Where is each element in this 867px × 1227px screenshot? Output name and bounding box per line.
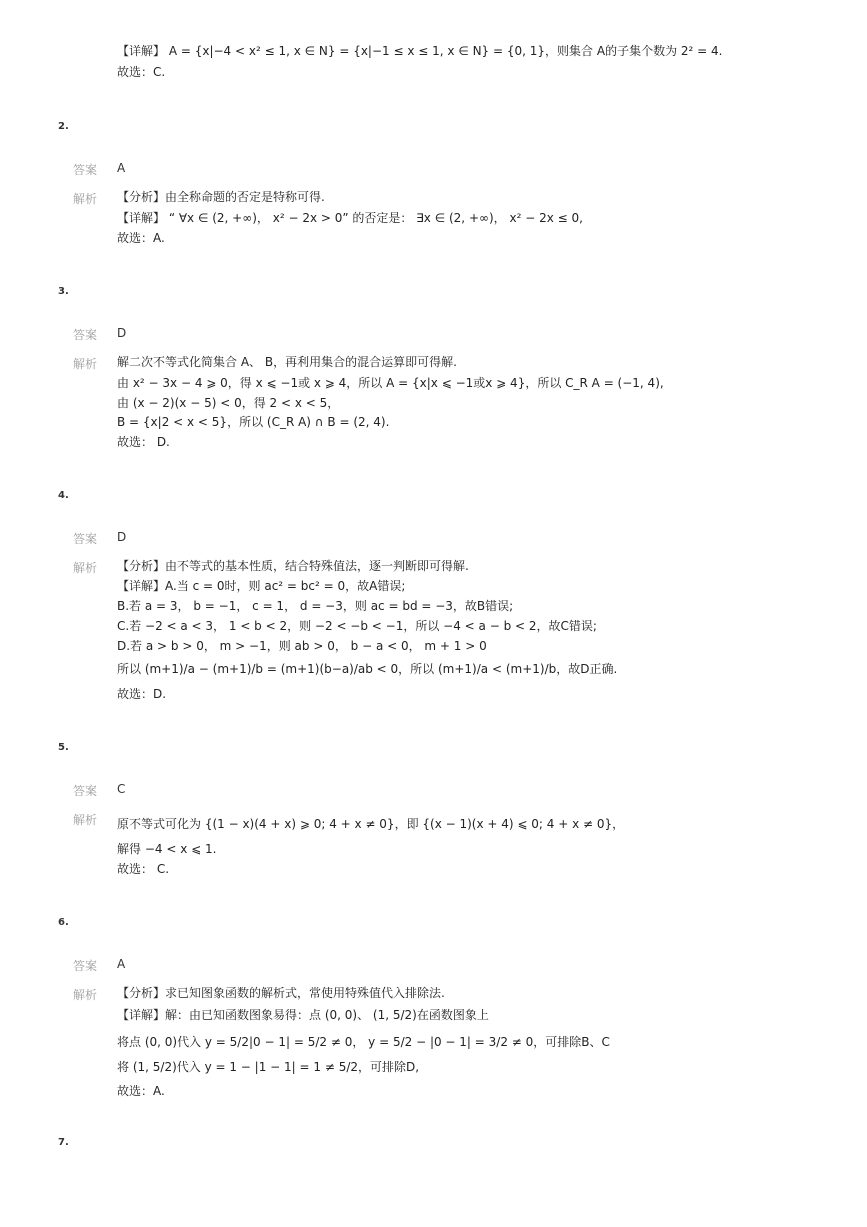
text-line: 所以 (m+1)/a − (m+1)/b = (m+1)(b−a)/ab < 0，所以 (m+1)/a < (m+1)/b，故D正确. [117, 662, 618, 676]
text-line: 故选：C. [117, 65, 166, 79]
section-label: 解析 [73, 561, 98, 575]
section-label: 解析 [73, 357, 98, 371]
answer-value: A [117, 957, 126, 971]
text-line: 将 (1, 5/2)代入 y = 1 − |1 − 1| = 1 ≠ 5/2，可排除D, [117, 1060, 420, 1074]
text-line: 故选： D. [117, 435, 170, 449]
text-line: 【详解】A.当 c = 0时，则 ac² = bc² = 0，故A错误; [117, 579, 406, 593]
answer-value: D [117, 326, 127, 340]
text-line: 【分析】由全称命题的否定是特称可得. [117, 190, 325, 204]
question-number: 4. [58, 490, 69, 501]
question-number: 2. [58, 121, 69, 132]
text-line: 故选： C. [117, 862, 170, 876]
question-number: 6. [58, 917, 69, 928]
section-label: 解析 [73, 988, 98, 1002]
text-line: 【分析】求已知图象函数的解析式，常使用特殊值代入排除法. [117, 986, 445, 1000]
text-line: 由 (x − 2)(x − 5) < 0，得 2 < x < 5， [117, 396, 340, 410]
section-label: 答案 [73, 532, 98, 546]
text-line: 故选：D. [117, 687, 167, 701]
text-line: 故选：A. [117, 231, 165, 245]
answer-value: D [117, 530, 127, 544]
text-line: 解得 −4 < x ⩽ 1. [117, 842, 217, 856]
text-line: 【详解】 “ ∀x ∈ (2, +∞)， x² − 2x > 0” 的否定是： ∃x ∈ (2, +∞)， x² − 2x ≤ 0, [117, 211, 583, 225]
section-label: 答案 [73, 163, 98, 177]
text-line: B.若 a = 3， b = −1， c = 1， d = −3，则 ac = bd = −3，故B错误; [117, 599, 514, 613]
text-line: B = {x|2 < x < 5}，所以 (C_R A) ∩ B = (2, 4). [117, 415, 390, 429]
section-label: 答案 [73, 959, 98, 973]
text-line: 解二次不等式化简集合 A、 B，再利用集合的混合运算即可得解. [117, 355, 457, 369]
text-line: 原不等式可化为 {(1 − x)(4 + x) ⩾ 0; 4 + x ≠ 0}，即 {(x − 1)(x + 4) ⩽ 0; 4 + x ≠ 0}， [117, 817, 625, 831]
question-number: 3. [58, 286, 69, 297]
answer-value: A [117, 161, 126, 175]
text-line: 【详解】 A = {x|−4 < x² ≤ 1, x ∈ N} = {x|−1 ≤ x ≤ 1, x ∈ N} = {0, 1}，则集合 A的子集个数为 2² = 4. [117, 44, 723, 58]
section-label: 解析 [73, 813, 98, 827]
text-line: 由 x² − 3x − 4 ⩾ 0，得 x ⩽ −1或 x ⩾ 4，所以 A = {x|x ⩽ −1或x ⩾ 4}，所以 C_R A = (−1, 4), [117, 376, 664, 390]
text-line: 【详解】解：由已知函数图象易得：点 (0, 0)、 (1, 5/2)在函数图象上 [117, 1008, 489, 1022]
text-line: D.若 a > b > 0， m > −1，则 ab > 0， b − a < 0， m + 1 > 0 [117, 639, 487, 653]
section-label: 答案 [73, 784, 98, 798]
section-label: 解析 [73, 192, 98, 206]
text-line: 【分析】由不等式的基本性质，结合特殊值法，逐一判断即可得解. [117, 559, 469, 573]
answer-value: C [117, 782, 126, 796]
text-line: C.若 −2 < a < 3， 1 < b < 2，则 −2 < −b < −1，所以 −4 < a − b < 2，故C错误; [117, 619, 597, 633]
question-number: 7. [58, 1137, 69, 1148]
question-number: 5. [58, 742, 69, 753]
text-line: 将点 (0, 0)代入 y = 5/2|0 − 1| = 5/2 ≠ 0， y = 5/2 − |0 − 1| = 3/2 ≠ 0，可排除B、C [117, 1035, 610, 1049]
section-label: 答案 [73, 328, 98, 342]
text-line: 故选：A. [117, 1084, 165, 1098]
